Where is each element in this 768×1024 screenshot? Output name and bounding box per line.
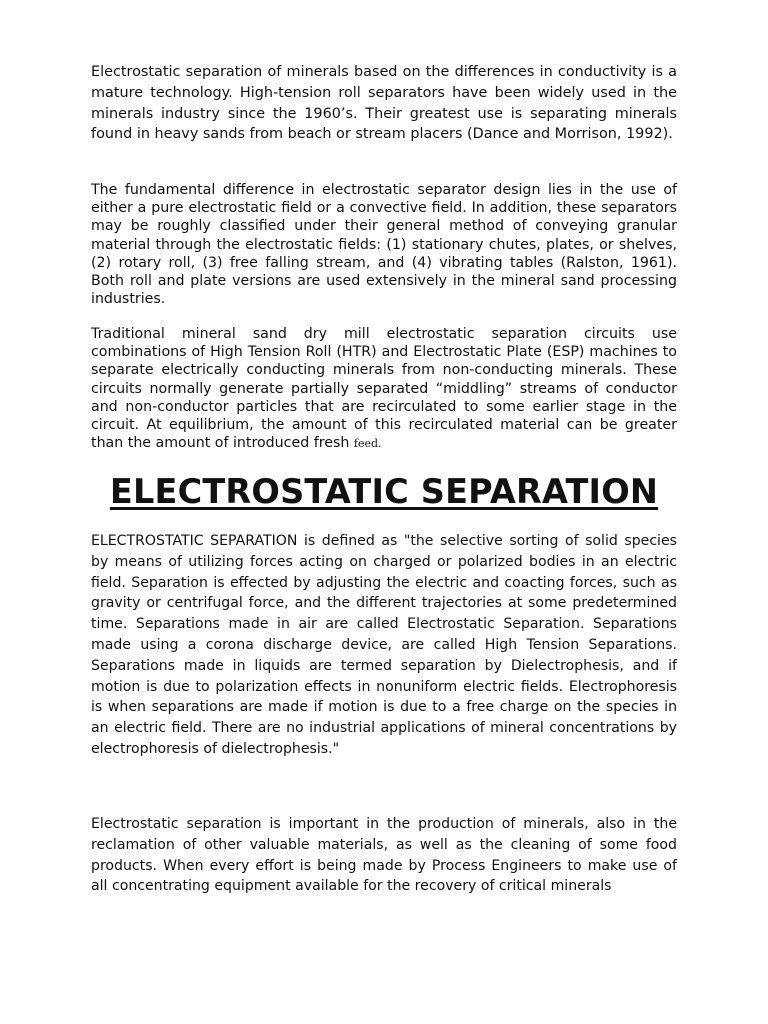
section-heading: ELECTROSTATIC SEPARATION xyxy=(109,472,659,511)
separator-design-paragraph: The fundamental difference in electrostatic separator design lies in the use of either a pure electrostatic field or a convective field. In addition, these separators may be roughly classified under their general method of conveying granular material through the electrostatic fields: (1) stationary chutes, plates, or shelves, (2) rotary roll, (3) free falling stream, and (4) vibrating tables (Ralston, 1961). Both roll and plate versions are used extensively in the mineral sand processing industries. xyxy=(91,182,677,308)
dry-mill-circuits-paragraph xyxy=(91,325,677,453)
dry-mill-circuits-text: Traditional mineral sand dry mill electrostatic separation circuits use combinations of High Tension Roll (HTR) and Electrostatic Plate (ESP) machines to separate electrically conducting minerals from non-conducting minerals. These circuits normally generate partially separated “middling” streams of conductor and non-conductor particles that are recirculated to some earlier stage in the circuit. At equilibrium, the amount of this recirculated material can be greater than the amount of introduced fresh xyxy=(91,326,677,452)
feed-word: feed. xyxy=(353,437,382,451)
importance-paragraph: Electrostatic separation is important in the production of minerals, also in the reclamation of other valuable materials, as well as the cleaning of some food products. When every effort is being made by Process Engineers to make use of all concentrating equipment available for the recovery of critical minerals xyxy=(91,816,677,895)
definition-paragraph: ELECTROSTATIC SEPARATION is defined as "the selective sorting of solid species by means of utilizing forces acting on charged or polarized bodies in an electric field. Separation is effected by adjusting the electric and coacting forces, such as gravity or centrifugal force, and the different trajectories at some predetermined time. Separations made in air are called Electrostatic Separation. Separations made using a corona discharge device, are called High Tension Separations. Separations made in liquids are termed separation by Dielectrophesis, and if motion is due to polarization effects in nonuniform electric fields. Electrophoresis is when separations are made if motion is due to a free charge on the species in an electric field. There are no industrial applications of mineral concentrations by electrophoresis of dielectrophesis." xyxy=(91,533,677,757)
intro-paragraph: Electrostatic separation of minerals based on the differences in conductivity is a mature technology. High-tension roll separators have been widely used in the minerals industry since the 1960’s. Their greatest use is separating minerals found in heavy sands from beach or stream placers (Dance and Morrison, 1992). xyxy=(91,64,677,143)
